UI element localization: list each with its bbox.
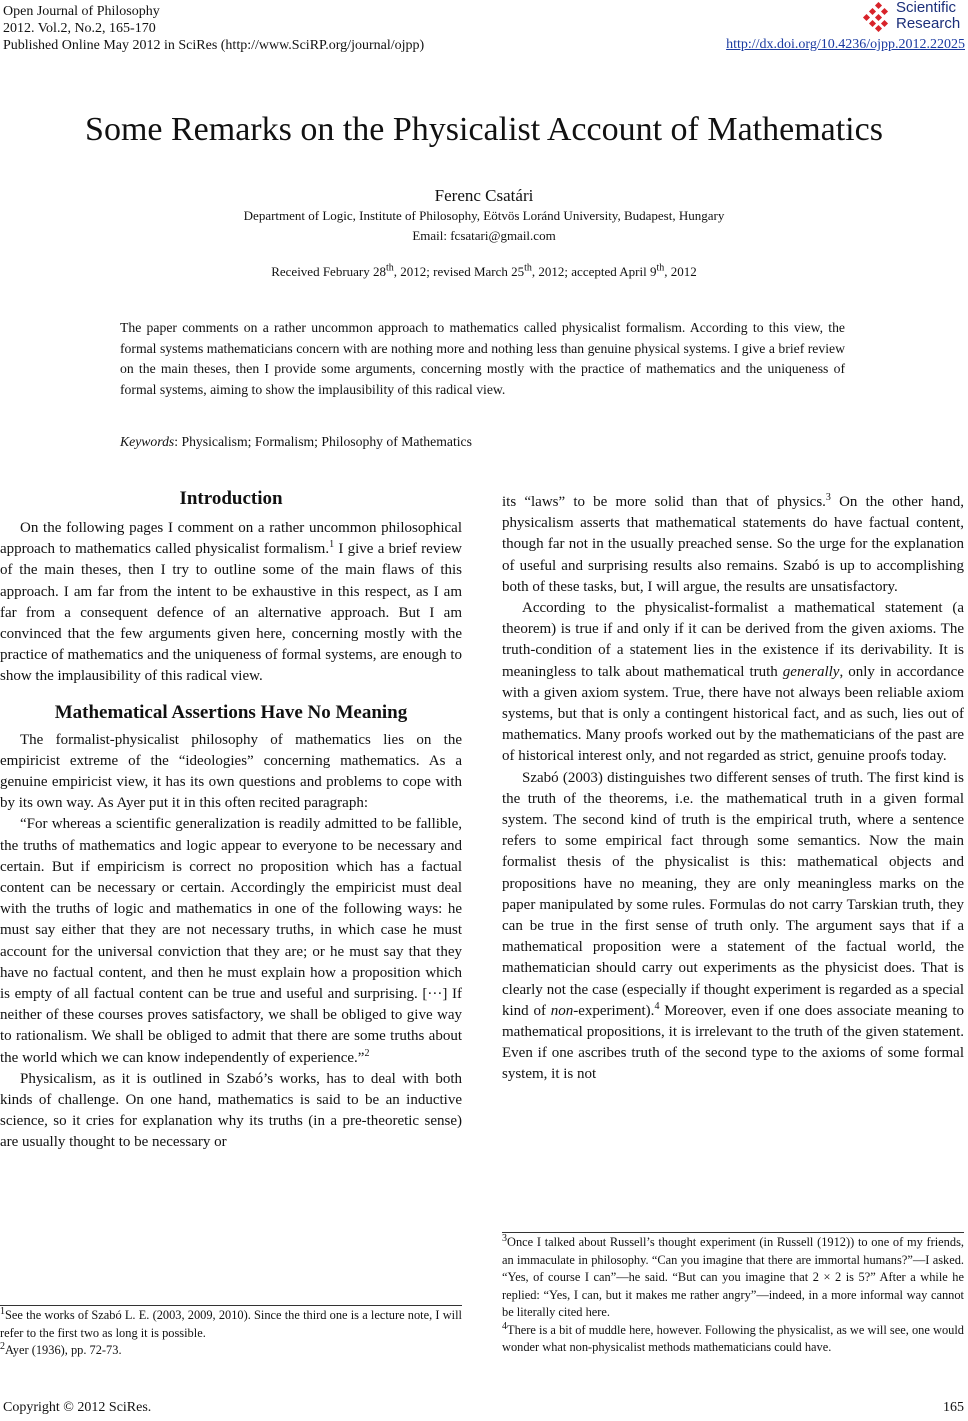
footnote-ref-2: 2	[364, 1047, 370, 1059]
abstract: The paper comments on a rather uncommon approach to mathematics called physicalist formalism. According to this view, the formal systems mathematicians concern with are nothing more and nothing less than genuine physical systems. I give a brief review on the main theses, then I provide some arguments, concerning mostly with the practice of mathematics and the uniqueness of formal systems, aiming to show the implausibility of this radical view.	[120, 320, 845, 397]
footnote-ref-1: 1	[329, 539, 335, 551]
journal-name: Open Journal of Philosophy	[3, 4, 160, 19]
footnote-ref-4: 4	[654, 1000, 660, 1012]
footnote-divider	[502, 1232, 964, 1233]
footnotes-right	[502, 1234, 964, 1357]
intro-paragraph: On the following pages I comment on a rather uncommon philosophical approach to mathematics called physicalist formalism.$^1$ I give a brief review of the main theses, then I try to outline some of the main flaws of this approach. I am far from the intent to be exhaustive in this respect, as I am far from a consequent defence of an alternative approach. But I am convinced that the few arguments given here, concerning mostly with the practice of mathematics and the uniqueness of formal systems, are enough to show the implausibility of this radical view.	[0, 520, 462, 685]
paper-title: Some Remarks on the Physicalist Account of Mathematics	[85, 111, 883, 148]
copyright: Copyright © 2012 SciRes.	[3, 1400, 152, 1415]
section-heading: Mathematical Assertions Have No Meaning	[54, 701, 408, 723]
logo-text-line2: Research	[896, 15, 961, 32]
page-header	[0, 0, 968, 60]
doi-link[interactable]: http://dx.doi.org/10.4236/ojpp.2012.22025	[726, 37, 965, 52]
page-number: 165	[943, 1400, 964, 1415]
body-paragraph: its “laws” to be more solid than that of physics.$^3$ On the other hand, physicalism asserts that mathematical statements do have factual content, though far not in the usually preached sense. So the urge for the explanation of useful and surprising results also remains. Szabó is up to accomplishing both of these tasks, but, I will argue, the results are unsatisfactory.	[502, 492, 964, 595]
keywords-label: Keywords	[120, 434, 175, 449]
footnote-4: $^4$There is a bit of muddle here, however. Following the physicalist, as we will see, one would wonder what non-physicalist methods mathematicians could have.	[502, 1320, 964, 1354]
scientific-research-logo	[862, 0, 962, 34]
footnote-ref-3: 3	[825, 492, 831, 503]
body-paragraph: The formalist-physicalist philosophy of mathematics lies on the empiricist extreme of the “ideologies” concerning mathematics. As a genuine empiricist view, it has its own questions and problems to cope with by its own way. As Ayer put it in this often recited paragraph:	[0, 731, 462, 812]
body-paragraph: According to the physicalist-formalist a mathematical statement (a theorem) is true if and only if it can be derived from the given axioms. The truth-condition of a statement lies in the existence if its derivability. It is meaningless to talk about mathematical truth generally, only in accordance with a given axiom system. True, there have not always been reliable axiom systems, but that is only a contingent historical fact, and as such, lies out of mathematics. Many proofs worked out by the mathematicians of the past are of historical interest only, and not regarded as strict, genuine proofs today.	[502, 600, 964, 765]
journal-volume: 2012. Vol.2, No.2, 165-170	[3, 21, 156, 36]
body-paragraph: Physicalism, as it is outlined in Szabó’s works, has to deal with both kinds of challenge. On one hand, mathematics is said to be an inductive science, so it cries for explanation why its truths (in a pre-theoretic sense) are usually thought to be necessary or	[0, 1070, 462, 1151]
keywords	[120, 434, 845, 450]
received-dates: Received February 28th, 2012; revised March 25th, 2012; accepted April 9th, 2012	[271, 262, 697, 279]
footnote-1: $^1$See the works of Szabó L. E. (2003, 2009, 2010). Since the third one is a lecture note, I will refer to the first two as long it is possible.	[0, 1305, 462, 1340]
publication-info: Published Online May 2012 in SciRes (http://www.SciRP.org/journal/ojpp)	[3, 38, 425, 53]
author-affiliation: Department of Logic, Institute of Philosophy, Eötvös Loránd University, Budapest, Hungary	[243, 208, 725, 223]
left-column	[0, 486, 462, 1154]
logo-text-line1: Scientific	[896, 0, 957, 16]
logo-diamond-icon	[862, 2, 894, 32]
body-paragraph: Szabó (2003) distinguishes two different senses of truth. The first kind is the truth of the theorems, i.e. the mathematical truth in a given formal system. The second kind of truth is the empirical truth, where a sentence refers to some empirical fact through some semantics. Now the main formalist thesis of the physicalist is this: mathematical objects and propositions have no meaning, they are only meaningless marks on the paper manipulated by some rules. Formulas do not carry Tarskian truth, they can be true in the first sense of truth only. The argument says that if a mathematical proposition were a statement of the factual world, the mathematician should carry out experiments as the physicist does. That is clearly not the case (especially if thought experiment is regarded as a special kind of non-experiment).$^4$ Moreover, even if one does associate meaning to mathematical propositions, it is irrelevant to the truth of the given statement. Even if one ascribes truth of the second type to the axioms of some formal system, it is not	[502, 769, 964, 1083]
footnotes-left	[0, 1307, 462, 1360]
footnote-3: $^3$Once I talked about Russell’s thought experiment (in Russell (1912)) to one of my friends, an immaculate in philosophy. “Can you imagine that there are immortal humans?”—I asked. “Yes, of course I can”—he said. “But can you imagine that 2 × 2 is 5?” After a while he replied: “Yes, I can, but it makes me rather angry”—indeed, in a more informal way cannot be literally cited here.	[502, 1232, 964, 1319]
intro-heading: Introduction	[179, 488, 283, 509]
author-name: Ferenc Csatári	[434, 186, 534, 205]
footnote-2: $^2$Ayer (1936), pp. 72-73.	[0, 1340, 122, 1357]
footnote-divider	[0, 1305, 462, 1306]
right-column	[502, 492, 964, 1086]
keywords-text: : Physicalism; Formalism; Philosophy of Mathematics	[174, 434, 472, 449]
ayer-quote: “For whereas a scientific generalization is readily admitted to be fallible, the truths of mathematics and logic appear to everyone to be necessary and certain. But if empiricism is correct no proposition which has a factual content can be necessary or certain. Accordingly the empiricist must deal with the truths of logic and mathematics in one of the following ways: he must say either that they are not necessary truths, in which case he must account for the universal conviction that they are; or he must say that they have no factual content, and then he must explain how a proposition which is empty of all factual content can be true and useful and surprising. [···] If neither of these courses proves satisfactory, we shall be obliged to give way to rationalism. We shall be obliged to admit that there are some truths about the world which we can know independently of experience.”$^2$	[0, 816, 462, 1066]
author-email: Email: fcsatari@gmail.com	[412, 228, 556, 243]
